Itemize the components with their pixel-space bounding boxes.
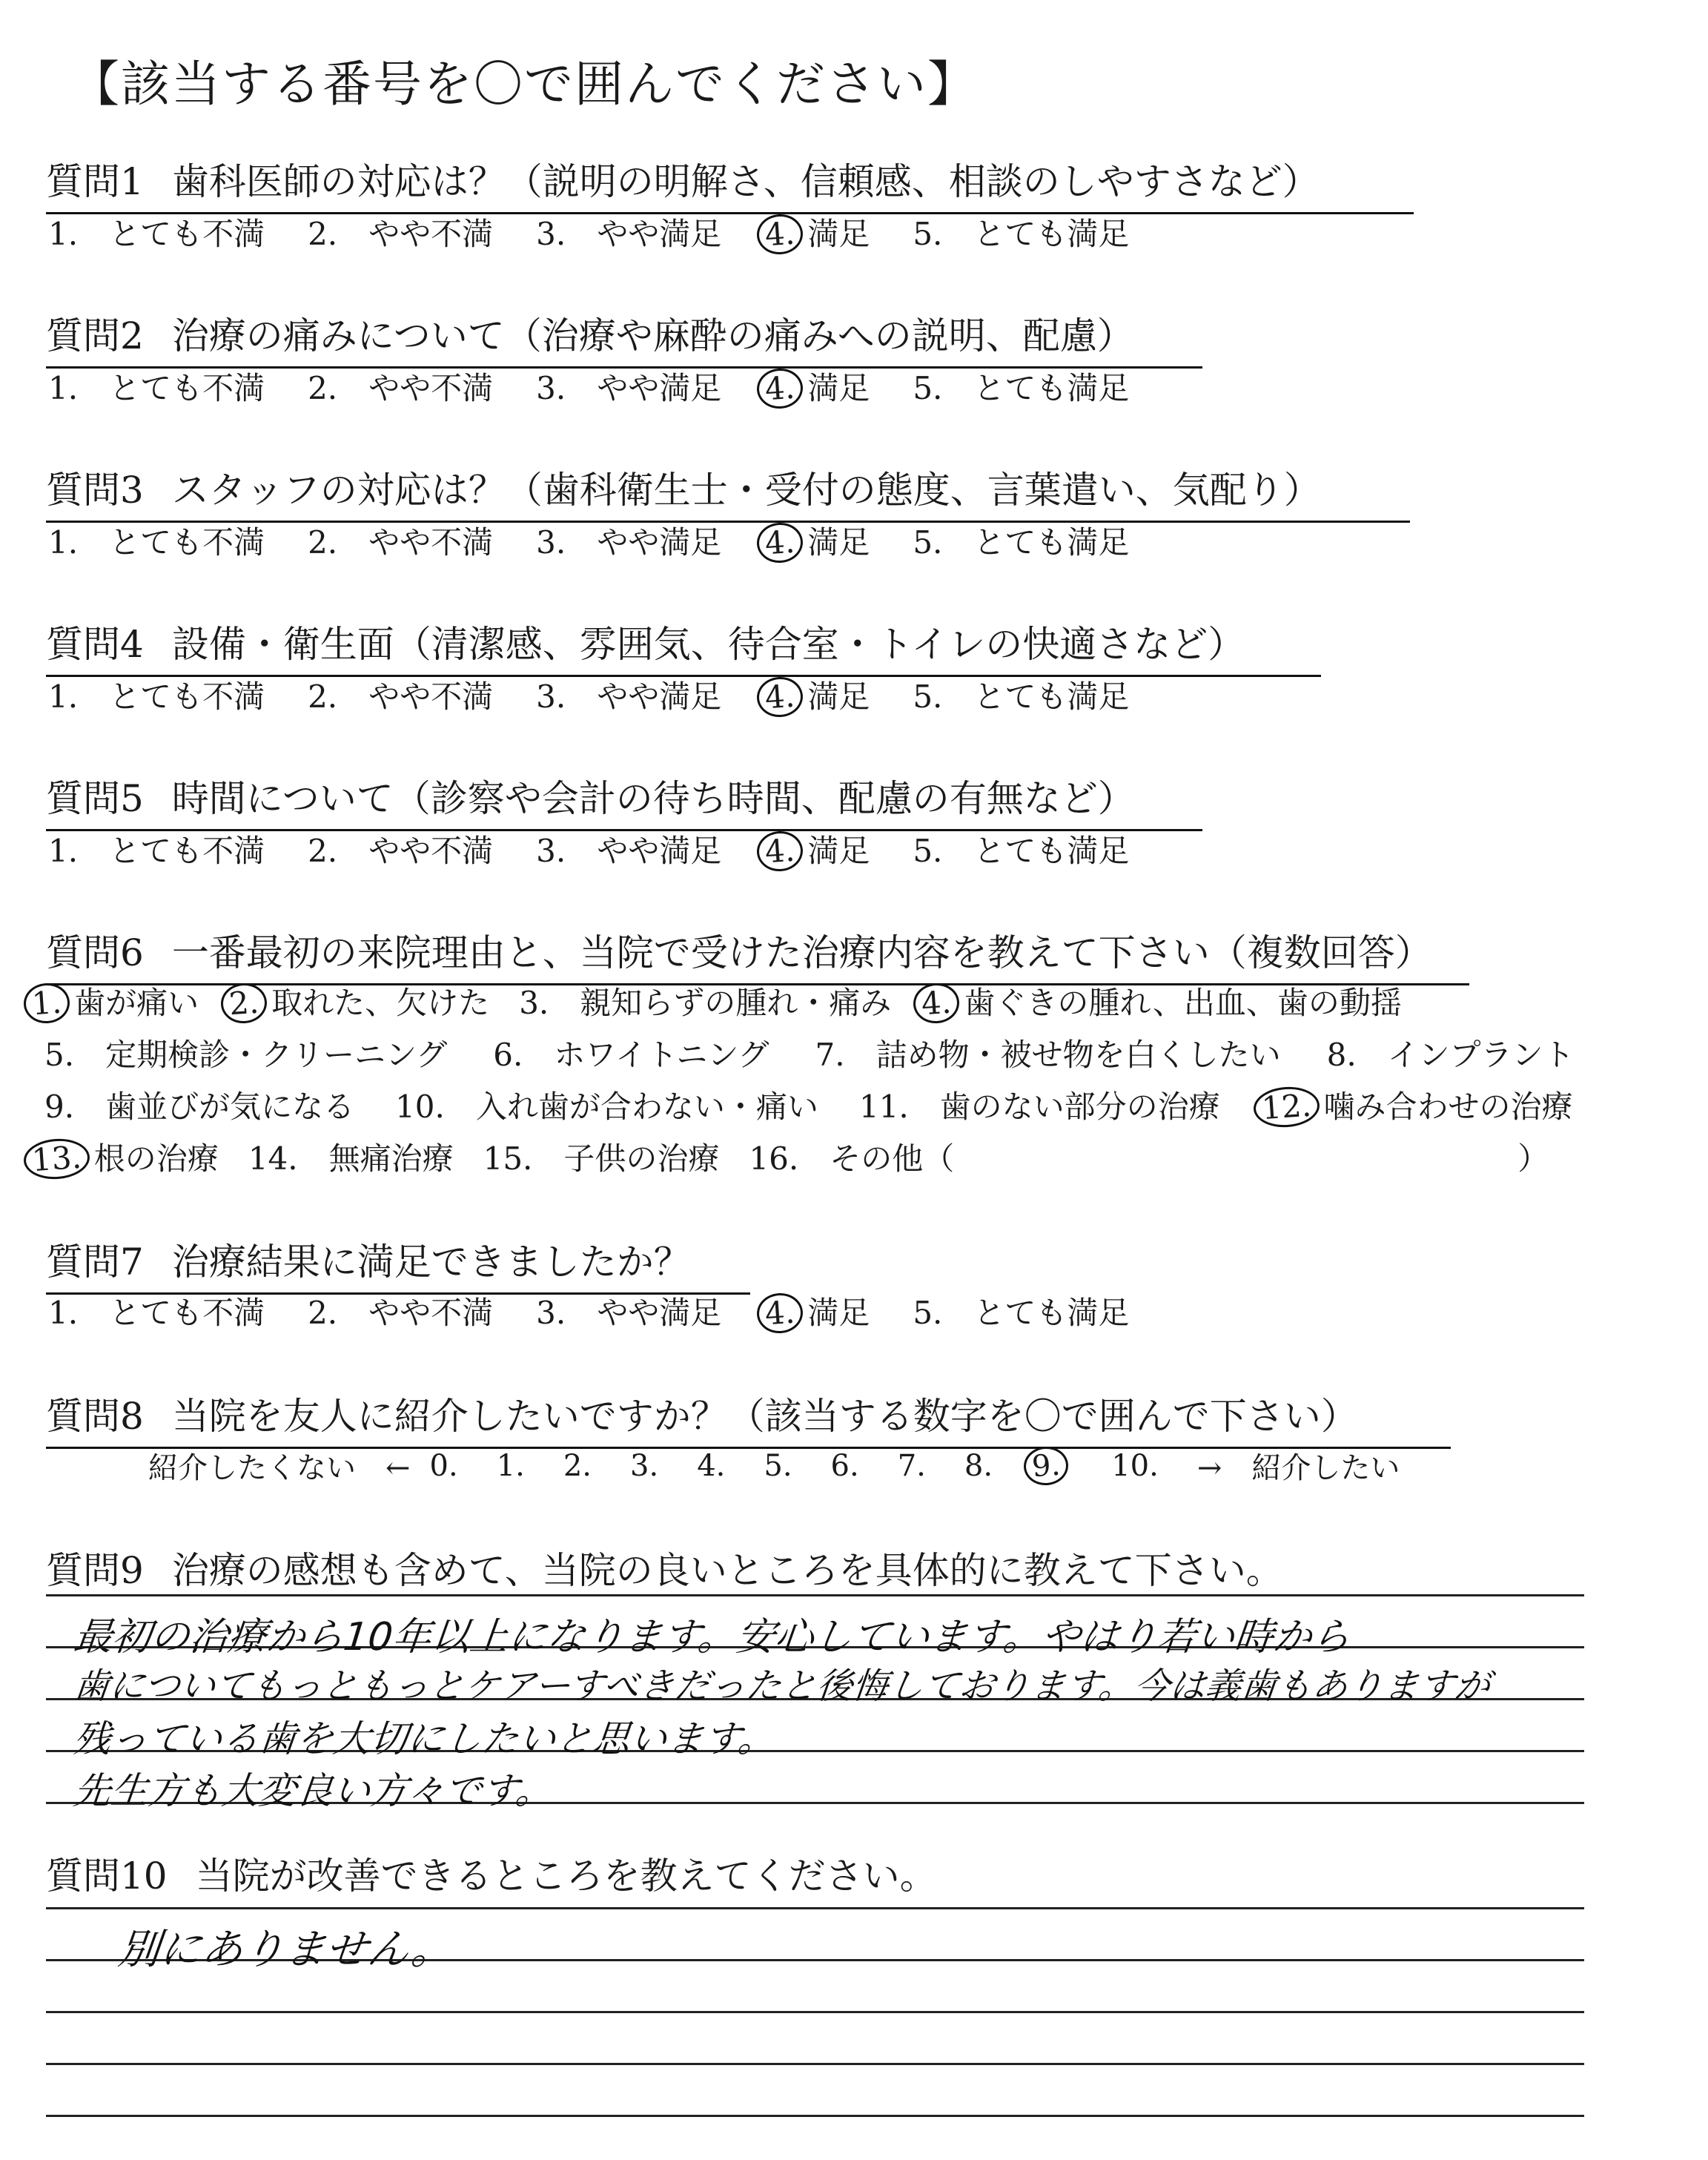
- answer-line: [46, 2063, 1584, 2065]
- question-5-options: [48, 827, 1172, 871]
- option-12-selected[interactable]: 12. 噛み合わせの治療: [1261, 1083, 1573, 1127]
- answer-line: [46, 2011, 1584, 2013]
- option-3[interactable]: 3. やや満足: [536, 524, 722, 561]
- question-1-number: 質問1: [46, 160, 144, 203]
- question-6-text: 一番最初の来院理由と、当院で受けた治療内容を教えて下さい（複数回答）: [171, 931, 1432, 974]
- circled-mark: 4.: [912, 982, 961, 1025]
- option-6[interactable]: 6. ホワイトニング: [493, 1037, 769, 1073]
- question-5-heading: [46, 769, 1135, 827]
- option-5[interactable]: 5. とても満足: [913, 678, 1130, 715]
- question-6-row-1: [31, 979, 1431, 1023]
- question-3-options: [48, 518, 1172, 563]
- scale-1[interactable]: 1.: [496, 1448, 525, 1483]
- option-4-selected[interactable]: 4. 満足: [764, 518, 870, 563]
- circled-mark: 2.: [219, 982, 268, 1025]
- circled-mark: 4.: [755, 521, 804, 564]
- option-2[interactable]: 2. やや不満: [308, 833, 494, 869]
- scale-10[interactable]: 10.: [1111, 1448, 1159, 1483]
- circled-mark: 4.: [755, 367, 804, 410]
- option-16-close: ）: [1517, 1140, 1549, 1177]
- option-2[interactable]: 2. やや不満: [308, 678, 494, 715]
- option-14[interactable]: 14. 無痛治療: [248, 1140, 454, 1177]
- question-9-text: 治療の感想も含めて、当院の良いところを具体的に教えて下さい。: [171, 1549, 1283, 1592]
- question-7-options: [48, 1289, 1172, 1333]
- option-13-selected[interactable]: 13. 根の治療: [31, 1135, 219, 1179]
- option-2[interactable]: 2. やや不満: [308, 216, 494, 252]
- option-5[interactable]: 5. とても満足: [913, 833, 1130, 869]
- option-4-selected[interactable]: 4. 満足: [764, 1289, 870, 1333]
- question-1-options: [48, 210, 1172, 254]
- option-11[interactable]: 11. 歯のない部分の治療: [858, 1089, 1220, 1125]
- question-9-heading: [46, 1541, 1283, 1599]
- circled-mark: 12.: [1252, 1085, 1320, 1129]
- circled-mark: 4.: [755, 213, 804, 256]
- circled-mark: 9.: [1022, 1444, 1070, 1486]
- option-1[interactable]: 1. とても不満: [48, 833, 265, 869]
- question-9-number: 質問9: [46, 1549, 144, 1592]
- question-8-number: 質問8: [46, 1395, 144, 1438]
- question-2-number: 質問2: [46, 314, 144, 357]
- option-3[interactable]: 3. やや満足: [536, 1295, 722, 1331]
- scale-7[interactable]: 7.: [897, 1448, 926, 1483]
- option-2[interactable]: 2. やや不満: [308, 370, 494, 406]
- option-10[interactable]: 10. 入れ歯が合わない・痛い: [395, 1089, 818, 1125]
- question-1-text: 歯科医師の対応は？（説明の明解さ、信頼感、相談のしやすさなど）: [171, 160, 1320, 203]
- scale-8[interactable]: 8.: [964, 1448, 993, 1483]
- scale-3[interactable]: 3.: [630, 1448, 659, 1483]
- option-1[interactable]: 1. とても不満: [48, 216, 265, 252]
- option-4-selected[interactable]: 4. 歯ぐきの腫れ、出血、歯の動揺: [921, 979, 1402, 1023]
- question-6-row-4: [31, 1135, 1578, 1179]
- circled-mark: 4.: [755, 1292, 804, 1335]
- handwritten-answer-q10: 別にありません。: [116, 1926, 456, 1974]
- option-3[interactable]: 3. やや満足: [536, 370, 722, 406]
- question-8-text: 当院を友人に紹介したいですか？（該当する数字を〇で囲んで下さい）: [171, 1395, 1358, 1438]
- page-title: 【該当する番号を〇で囲んでください】: [70, 56, 978, 113]
- option-3[interactable]: 3. やや満足: [536, 833, 722, 869]
- circled-mark: 4.: [755, 676, 804, 719]
- answer-line: [46, 2115, 1584, 2117]
- scale-right-label: → 紹介したい: [1196, 1451, 1400, 1485]
- circled-mark: 1.: [22, 982, 71, 1025]
- question-5-text: 時間について（診察や会計の待ち時間、配慮の有無など）: [171, 777, 1135, 820]
- recommend-scale: [148, 1444, 1419, 1487]
- option-9[interactable]: 9. 歯並びが気になる: [44, 1089, 355, 1125]
- circled-mark: 13.: [22, 1137, 90, 1181]
- option-3[interactable]: 3. やや満足: [536, 216, 722, 252]
- scale-2[interactable]: 2.: [563, 1448, 592, 1483]
- question-4-options: [48, 673, 1172, 717]
- scale-4[interactable]: 4.: [697, 1448, 726, 1483]
- question-2-text: 治療の痛みについて（治療や麻酔の痛みへの説明、配慮）: [171, 314, 1134, 357]
- handwritten-answer-line-4: 先生方も大変良い方々です。: [71, 1769, 555, 1812]
- question-4-text: 設備・衛生面（清潔感、雰囲気、待合室・トイレの快適さなど）: [171, 623, 1245, 666]
- question-1-heading: [46, 152, 1320, 210]
- scale-6[interactable]: 6.: [830, 1448, 859, 1483]
- question-3-text: スタッフの対応は？（歯科衛生士・受付の態度、言葉遣い、気配り）: [171, 469, 1321, 512]
- option-4-selected[interactable]: 4. 満足: [764, 673, 870, 717]
- question-7-heading: [46, 1232, 691, 1290]
- option-4-selected[interactable]: 4. 満足: [764, 210, 870, 254]
- option-5[interactable]: 5. とても満足: [913, 524, 1130, 561]
- question-6-row-3: [44, 1083, 1602, 1127]
- question-2-options: [48, 364, 1172, 409]
- question-4-heading: [46, 615, 1245, 673]
- question-10-number: 質問10: [46, 1855, 168, 1898]
- question-6-number: 質問6: [46, 931, 144, 974]
- option-1[interactable]: 1. とても不満: [48, 1295, 265, 1331]
- option-2-selected[interactable]: 2. 取れた、欠けた: [228, 979, 489, 1023]
- option-1[interactable]: 1. とても不満: [48, 678, 265, 715]
- question-10-heading: [46, 1846, 937, 1904]
- question-2-heading: [46, 306, 1134, 364]
- option-5[interactable]: 5. とても満足: [913, 1295, 1130, 1331]
- question-7-text: 治療結果に満足できましたか？: [171, 1241, 691, 1284]
- option-4-selected[interactable]: 4. 満足: [764, 827, 870, 871]
- question-6-row-2: [44, 1031, 1604, 1075]
- handwritten-answer-line-1: 最初の治療から10年以上になります。安心しています。やはり若い時から: [71, 1615, 1353, 1659]
- option-15[interactable]: 15. 子供の治療: [483, 1140, 720, 1177]
- option-5[interactable]: 5. 定期検診・クリーニング: [44, 1037, 448, 1073]
- answer-line: [46, 1594, 1584, 1596]
- option-8[interactable]: 8. インプラント: [1326, 1037, 1575, 1073]
- question-4-number: 質問4: [46, 623, 144, 666]
- question-7-number: 質問7: [46, 1241, 144, 1284]
- question-8-heading: [46, 1387, 1358, 1444]
- handwritten-answer-line-3: 残っている歯を大切にしたいと思います。: [71, 1717, 778, 1760]
- answer-line: [46, 1907, 1584, 1909]
- question-6-heading: [46, 923, 1432, 981]
- option-5[interactable]: 5. とても満足: [913, 216, 1130, 252]
- scale-9-selected[interactable]: [1031, 1447, 1073, 1485]
- option-1[interactable]: 1. とても不満: [48, 524, 265, 561]
- scale-left-label: 紹介したくない ←: [148, 1451, 411, 1485]
- option-3[interactable]: 3. 親知らずの腫れ・痛み: [519, 985, 892, 1021]
- option-4-selected[interactable]: 4. 満足: [764, 364, 870, 409]
- option-1-selected[interactable]: 1. 歯が痛い: [31, 979, 199, 1023]
- scale-5[interactable]: 5.: [764, 1448, 792, 1483]
- option-3[interactable]: 3. やや満足: [536, 678, 722, 715]
- scale-0[interactable]: 0.: [429, 1448, 458, 1483]
- option-2[interactable]: 2. やや不満: [308, 1295, 494, 1331]
- circled-mark: 4.: [755, 830, 804, 873]
- option-2[interactable]: 2. やや不満: [308, 524, 494, 561]
- option-1[interactable]: 1. とても不満: [48, 370, 265, 406]
- question-5-number: 質問5: [46, 777, 144, 820]
- option-5[interactable]: 5. とても満足: [913, 370, 1130, 406]
- option-7[interactable]: 7. 詰め物・被せ物を白くしたい: [815, 1037, 1281, 1073]
- question-3-number: 質問3: [46, 469, 144, 512]
- option-16[interactable]: 16. その他（: [749, 1140, 955, 1177]
- question-10-text: 当院が改善できるところを教えてください。: [195, 1855, 937, 1898]
- question-3-heading: [46, 460, 1321, 518]
- handwritten-answer-line-2: 歯についてもっともっとケアーすべきだったと後悔しております。今は義歯もありますが: [71, 1665, 1492, 1707]
